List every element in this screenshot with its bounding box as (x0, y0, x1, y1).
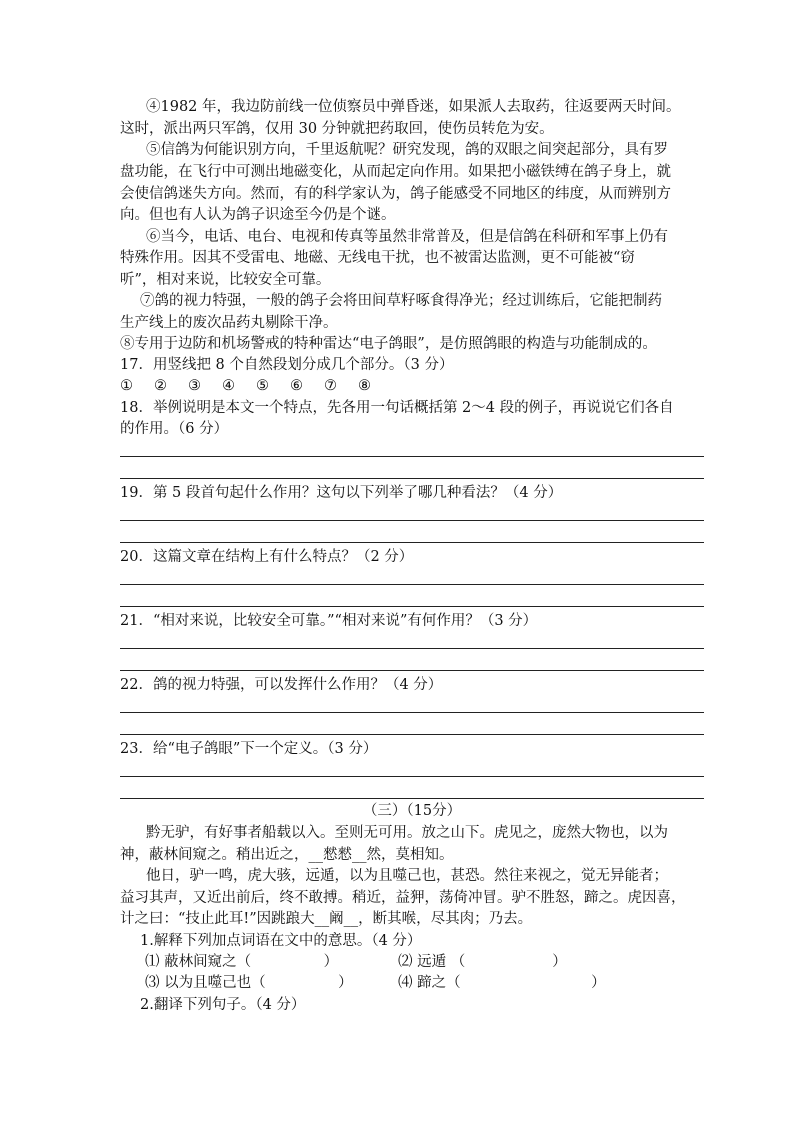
sub-item-4: ⑷ 蹄之（ ） (398, 975, 606, 991)
marker-7: ⑦ (324, 378, 337, 394)
marker-5: ⑤ (256, 378, 269, 394)
answer-line (120, 520, 704, 521)
paragraph-6-line-1: ⑥当今，电话、电台、电视和传真等虽然非常普及，但是信鸽在科研和军事上仍有 (146, 229, 668, 245)
paragraph-7-line-1: ⑦鸽的视力特强，一般的鸽子会将田间草籽啄食得净光；经过训练后，它能把制药 (140, 293, 662, 309)
question-18-line-2: 的作用。（6 分） (120, 421, 229, 437)
answer-line (120, 648, 704, 649)
classical-text-line-4: 益习其声，又近出前后，终不敢搏。稍近，益狎，荡倚冲冒。驴不胜怒，蹄之。虎因喜， (120, 890, 686, 906)
question-17: 17．用竖线把 8 个自然段划分成几个部分。（3 分） (120, 357, 454, 373)
paragraph-4-line-1: ④1982 年，我边防前线一位侦察员中弹昏迷，如果派人去取药，往返要两天时间。 (146, 99, 681, 115)
marker-2: ② (154, 378, 167, 394)
answer-line (120, 456, 704, 457)
marker-6: ⑥ (290, 378, 303, 394)
classical-text-line-5: 计之曰：“技止此耳!”因跳踉大__阚__，断其喉，尽其肉；乃去。 (120, 911, 533, 927)
marker-1: ① (120, 378, 133, 394)
question-19: 19．第 5 段首句起什么作用？这句以下列举了哪几种看法？（4 分） (120, 485, 563, 501)
paragraph-5-line-2: 盘功能，在飞行中可测出地磁变化，从而起定向作用。如果把小磁铁缚在鸽子身上，就 (120, 164, 671, 180)
paragraph-5-line-4: 向。但也有人认为鸽子识途至今仍是个谜。 (120, 207, 396, 223)
answer-line (120, 606, 704, 607)
classical-text-line-3: 他日，驴一鸣，虎大骇，远遁，以为且噬己也，甚恐。然往来视之，觉无异能者； (146, 868, 668, 884)
paragraph-6-line-3: 听”，相对来说，比较安全可靠。 (120, 272, 331, 288)
section-3-heading: （三）（15分） (362, 803, 462, 819)
paragraph-8: ⑧专用于边防和机场警戒的特种雷达“电子鸽眼”，是仿照鸽眼的构造与功能制成的。 (120, 336, 657, 352)
answer-line (120, 584, 704, 585)
answer-line (120, 734, 704, 735)
marker-4: ④ (222, 378, 235, 394)
answer-line (120, 798, 704, 799)
answer-line (120, 478, 704, 479)
marker-8: ⑧ (358, 378, 371, 394)
marker-3: ③ (188, 378, 201, 394)
classical-text-line-2: 神，蔽林间窥之。稍出近之，__憖憖__然，莫相知。 (120, 847, 454, 863)
question-18-line-1: 18．举例说明是本文一个特点，先各用一句话概括第 2～4 段的例子，再说说它们各自 (120, 400, 674, 416)
sub-item-2: ⑵ 远遁 （ ） (398, 954, 567, 970)
answer-line (120, 670, 704, 671)
answer-line (120, 776, 704, 777)
classical-text-line-1: 黔无驴，有好事者船载以入。至则无可用。放之山下。虎见之，庞然大物也，以为 (146, 825, 668, 841)
question-22: 22．鸽的视力特强，可以发挥什么作用？（4 分） (120, 677, 443, 693)
paragraph-5-line-1: ⑤信鸽为何能识别方向，千里返航呢？研究发现，鸽的双眼之间突起部分，具有罗 (146, 142, 668, 158)
section-3-question-2: 2.翻译下列句子。（4 分） (140, 997, 306, 1013)
question-23: 23．给“电子鸽眼”下一个定义。（3 分） (120, 741, 378, 757)
paragraph-4-line-2: 这时，派出两只军鸽，仅用 30 分钟就把药取回，使伤员转危为安。 (120, 121, 554, 137)
paragraph-7-line-2: 生产线上的废次品药丸剔除干净。 (120, 315, 338, 331)
question-20: 20．这篇文章在结构上有什么特点？（2 分） (120, 549, 414, 565)
answer-line (120, 712, 704, 713)
question-17-markers (120, 376, 710, 397)
answer-line (120, 542, 704, 543)
paragraph-6-line-2: 特殊作用。因其不受雷电、地磁、无线电干扰，也不被雷达监测，更不可能被“窃 (120, 250, 635, 266)
question-21: 21．“相对来说，比较安全可靠。”“相对来说”有何作用？（3 分） (120, 613, 538, 629)
sub-item-3: ⑶ 以为且噬己也（ ） (145, 975, 353, 991)
sub-item-1: ⑴ 蔽林间窥之（ ） (145, 954, 339, 970)
paragraph-5-line-3: 会使信鸽迷失方向。然而，有的科学家认为，鸽子能感受不同地区的纬度，从而辨别方 (120, 186, 671, 202)
section-3-question-1: 1.解释下列加点词语在文中的意思。（4 分） (140, 933, 422, 949)
